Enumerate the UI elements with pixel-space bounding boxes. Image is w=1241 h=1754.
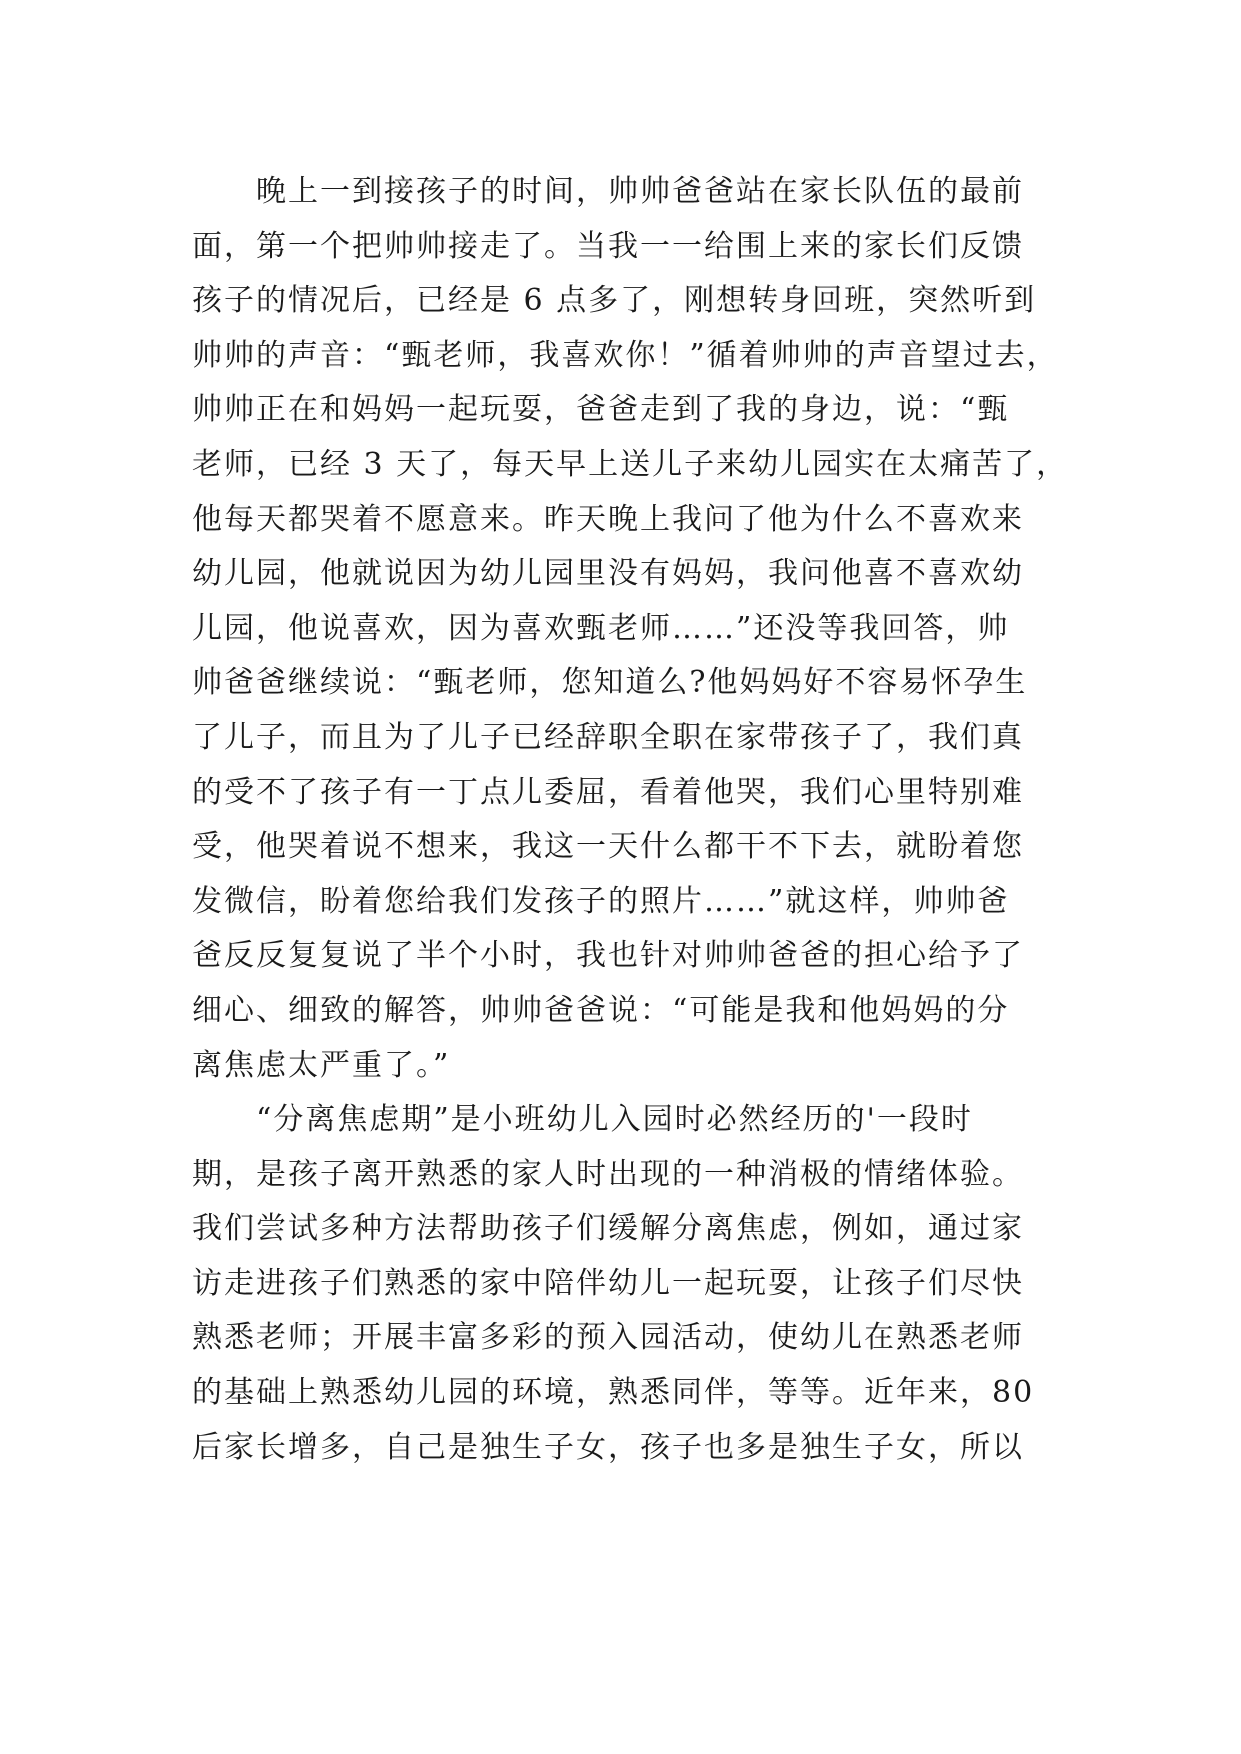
paragraph-1-line-17: 离焦虑太严重了。” (192, 1047, 451, 1083)
paragraph-2-line-6: 的基础上熟悉幼儿园的环境，熟悉同伴，等等。近年来，80 (192, 1375, 1035, 1411)
paragraph-2-line-4: 访走进孩子们熟悉的家中陪伴幼儿一起玩耍，让孩子们尽快 (192, 1265, 1024, 1301)
paragraph-1-line-9: 儿园，他说喜欢，因为喜欢甄老师……”还没等我回答，帅 (192, 610, 1010, 646)
paragraph-2-line-7: 后家长增多，自己是独生子女，孩子也多是独生子女，所以 (192, 1429, 1024, 1465)
paragraph-1-line-7: 他每天都哭着不愿意来。昨天晚上我问了他为什么不喜欢来 (192, 501, 1024, 537)
paragraph-1-line-1: 晚上一到接孩子的时间，帅帅爸爸站在家长队伍的最前 (256, 174, 1024, 209)
paragraph-1-line-13: 受，他哭着说不想来，我这一天什么都干不下去，就盼着您 (192, 829, 1024, 865)
paragraph-1-line-11: 了儿子，而且为了儿子已经辞职全职在家带孩子了，我们真 (192, 719, 1024, 755)
paragraph-1-line-14: 发微信，盼着您给我们发孩子的照片……”就这样，帅帅爸 (192, 883, 1010, 919)
paragraph-1-line-2: 面，第一个把帅帅接走了。当我一一给围上来的家长们反馈 (192, 228, 1024, 264)
paragraph-2-line-2: 期，是孩子离开熟悉的家人时出现的一种消极的情绪体验。 (192, 1156, 1024, 1192)
paragraph-1-line-5: 帅帅正在和妈妈一起玩耍，爸爸走到了我的身边，说：“甄 (192, 392, 1010, 428)
body-text (192, 165, 1069, 1475)
paragraph-1-line-3: 孩子的情况后，已经是 6 点多了，刚想转身回班，突然听到 (192, 283, 1037, 319)
paragraph-1-line-16: 细心、细致的解答，帅帅爸爸说：“可能是我和他妈妈的分 (192, 992, 1010, 1028)
paragraph-1-line-12: 的受不了孩子有一丁点儿委屈，看着他哭，我们心里特别难 (192, 774, 1024, 810)
paragraph-1-line-6: 老师，已经 3 天了，每天早上送儿子来幼儿园实在太痛苦了， (192, 446, 1069, 482)
paragraph-1-line-8: 幼儿园，他就说因为幼儿园里没有妈妈，我问他喜不喜欢幼 (192, 556, 1024, 592)
paragraph-2-line-3: 我们尝试多种方法帮助孩子们缓解分离焦虑，例如，通过家 (192, 1211, 1024, 1247)
paragraph-1-line-10: 帅爸爸继续说：“甄老师，您知道么?他妈妈好不容易怀孕生 (192, 665, 1028, 701)
paragraph-2-line-1: “分离焦虑期”是小班幼儿入园时必然经历的'一段时 (256, 1102, 973, 1138)
paragraph-1-line-15: 爸反反复复说了半个小时，我也针对帅帅爸爸的担心给予了 (192, 938, 1024, 974)
paragraph-2-line-5: 熟悉老师；开展丰富多彩的预入园活动，使幼儿在熟悉老师 (192, 1320, 1024, 1356)
paragraph-1-line-4: 帅帅的声音：“甄老师，我喜欢你！”循着帅帅的声音望过去， (192, 337, 1059, 373)
